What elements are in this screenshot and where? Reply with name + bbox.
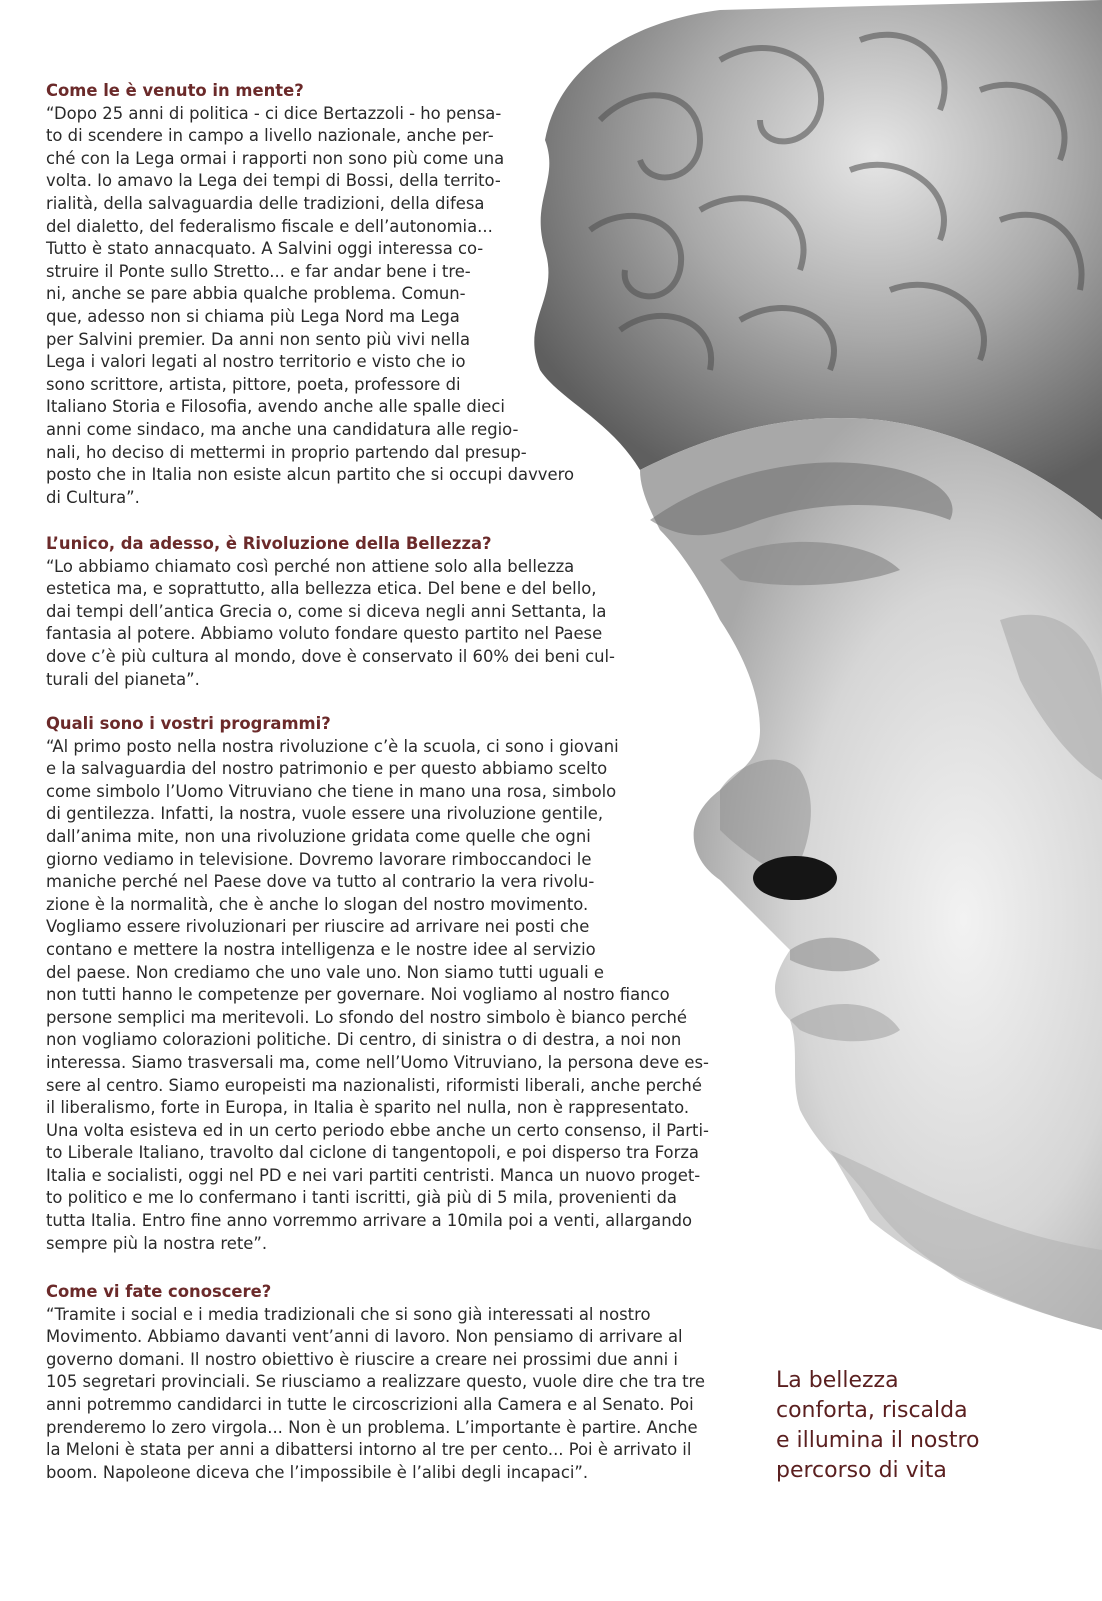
text-line: la Meloni è stata per anni a dibattersi intorno al tre per cento... Poi è arrivato il — [46, 1440, 692, 1460]
text-line: to politico e me lo confermano i tanti iscritti, già più di 5 mila, provenienti da — [46, 1188, 677, 1208]
text-line: to di scendere in campo a livello nazionale, anche per- — [46, 126, 494, 146]
text-line: fantasia al potere. Abbiamo voluto fondare questo partito nel Paese — [46, 624, 603, 644]
text-line: maniche perché nel Paese dove va tutto al contrario la vera rivolu- — [46, 872, 595, 892]
text-line: turali del pianeta”. — [46, 669, 200, 689]
text-line: “Al primo posto nella nostra rivoluzione c’è la scuola, ci sono i giovani — [46, 736, 619, 756]
pull-quote-line: conforta, riscalda — [776, 1398, 968, 1423]
text-line: volta. Io amavo la Lega dei tempi di Bossi, della territo- — [46, 171, 501, 191]
text-line: Italiano Storia e Filosofia, avendo anche alle spalle dieci — [46, 397, 505, 417]
text-line: posto che in Italia non esiste alcun partito che si occupi davvero — [46, 465, 574, 485]
text-line: dove c’è più cultura al mondo, dove è conservato il 60% dei beni cul- — [46, 646, 615, 666]
text-line: struire il Ponte sullo Stretto... e far andar bene i tre- — [46, 261, 471, 281]
section-3 — [46, 713, 709, 1255]
text-line: ni, anche se pare abbia qualche problema. Comun- — [46, 284, 466, 304]
section-question: Come le è venuto in mente? — [46, 81, 304, 100]
text-line: “Tramite i social e i media tradizionali che si sono già interessati al nostro — [46, 1304, 651, 1324]
text-line: Movimento. Abbiamo davanti vent’anni di lavoro. Non pensiamo di arrivare al — [46, 1327, 683, 1347]
text-line: anni come sindaco, ma anche una candidatura alle regio- — [46, 419, 519, 439]
text-line: il liberalismo, forte in Europa, in Italia è sparito nel nulla, non è rappresentato. — [46, 1098, 690, 1118]
text-line: sono scrittore, artista, pittore, poeta, professore di — [46, 374, 461, 394]
text-line: di gentilezza. Infatti, la nostra, vuole essere una rivoluzione gentile, — [46, 804, 604, 824]
text-line: non tutti hanno le competenze per governare. Noi vogliamo al nostro fianco — [46, 985, 670, 1005]
text-line: “Dopo 25 anni di politica - ci dice Bertazzoli - ho pensa- — [46, 103, 502, 123]
pull-quote-line: La bellezza — [776, 1368, 899, 1393]
text-line: giorno vediamo in televisione. Dovremo lavorare rimboccandoci le — [46, 849, 592, 869]
text-line: Una volta esisteva ed in un certo periodo ebbe anche un certo consenso, il Parti- — [46, 1120, 709, 1140]
text-line: 105 segretari provinciali. Se riusciamo a realizzare questo, vuole dire che tra tre — [46, 1372, 705, 1392]
text-line: del dialetto, del federalismo fiscale e dell’autonomia... — [46, 216, 493, 236]
section-question: Come vi fate conoscere? — [46, 1282, 272, 1301]
text-line: governo domani. Il nostro obiettivo è riuscire a creare nei prossimi due anni i — [46, 1349, 678, 1369]
section-1 — [46, 80, 574, 509]
text-line: e la salvaguardia del nostro patrimonio e per questo abbiamo scelto — [46, 759, 608, 779]
section-2 — [46, 533, 615, 691]
text-line: “Lo abbiamo chiamato così perché non attiene solo alla bellezza — [46, 556, 575, 576]
text-line: prenderemo lo zero virgola... Non è un problema. L’importante è partire. Anche — [46, 1417, 698, 1437]
text-line: ché con la Lega ormai i rapporti non sono più come una — [46, 148, 505, 168]
text-line: que, adesso non si chiama più Lega Nord ma Lega — [46, 306, 460, 326]
text-line: anni potremmo candidarci in tutte le circoscrizioni alla Camera e al Senato. Poi — [46, 1394, 694, 1414]
text-line: interessa. Siamo trasversali ma, come nell’Uomo Vitruviano, la persona deve es- — [46, 1052, 709, 1072]
text-line: come simbolo l’Uomo Vitruviano che tiene in mano una rosa, simbolo — [46, 781, 617, 801]
text-line: rialità, della salvaguardia delle tradizioni, della difesa — [46, 193, 485, 213]
text-line: dall’anima mite, non una rivoluzione gridata come quelle che ogni — [46, 826, 591, 846]
pull-quote — [776, 1366, 1076, 1486]
text-line: contano e mettere la nostra intelligenza e le nostre idee al servizio — [46, 939, 596, 959]
text-line: to Liberale Italiano, travolto dal ciclone di tangentopoli, e poi disperso tra Forza — [46, 1143, 699, 1163]
text-line: sere al centro. Siamo europeisti ma nazionalisti, riformisti liberali, anche perché — [46, 1075, 702, 1095]
text-line: Italia e socialisti, oggi nel PD e nei vari partiti centristi. Manca un nuovo proget- — [46, 1165, 701, 1185]
text-line: dai tempi dell’antica Grecia o, come si diceva negli anni Settanta, la — [46, 601, 607, 621]
text-line: di Cultura”. — [46, 487, 140, 507]
pull-quote-line: e illumina il nostro — [776, 1428, 980, 1453]
pull-quote-line: percorso di vita — [776, 1458, 947, 1483]
text-line: nali, ho deciso di mettermi in proprio partendo dal presup- — [46, 442, 527, 462]
section-4 — [46, 1281, 705, 1484]
text-line: Tutto è stato annacquato. A Salvini oggi interessa co- — [46, 239, 484, 259]
text-line: boom. Napoleone diceva che l’impossibile è l’alibi degli incapaci”. — [46, 1462, 589, 1482]
text-line: sempre più la nostra rete”. — [46, 1233, 268, 1253]
text-line: persone semplici ma meritevoli. Lo sfondo del nostro simbolo è bianco perché — [46, 1007, 687, 1027]
text-line: Lega i valori legati al nostro territorio e visto che io — [46, 352, 466, 372]
text-line: tutta Italia. Entro fine anno vorremmo arrivare a 10mila poi a venti, allargando — [46, 1211, 693, 1231]
section-question: L’unico, da adesso, è Rivoluzione della Bellezza? — [46, 534, 492, 553]
text-line: zione è la normalità, che è anche lo slogan del nostro movimento. — [46, 894, 589, 914]
text-line: per Salvini premier. Da anni non sento più vivi nella — [46, 329, 471, 349]
text-line: del paese. Non crediamo che uno vale uno. Non siamo tutti uguali e — [46, 962, 604, 982]
text-line: Vogliamo essere rivoluzionari per riuscire ad arrivare nei posti che — [46, 917, 590, 937]
text-line: non vogliamo colorazioni politiche. Di centro, di sinistra o di destra, a noi non — [46, 1030, 682, 1050]
text-line: estetica ma, e soprattutto, alla bellezza etica. Del bene e del bello, — [46, 579, 597, 599]
section-question: Quali sono i vostri programmi? — [46, 714, 331, 733]
